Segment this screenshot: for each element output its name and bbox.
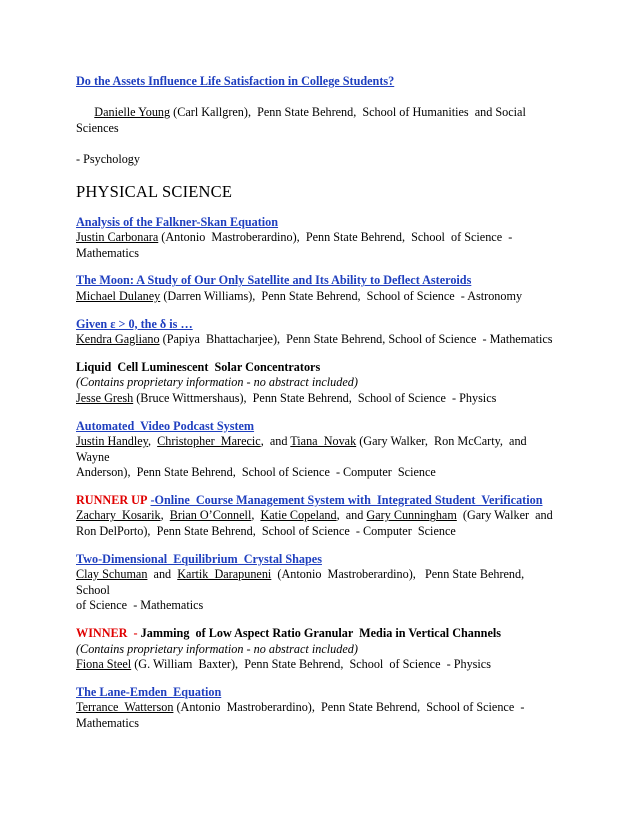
name-separator: and <box>147 567 178 582</box>
author-name: Justin Carbonara <box>76 230 159 245</box>
entry-assets-life-satisfaction <box>76 74 556 168</box>
entry-title-link[interactable]: Automated Video Podcast System <box>76 418 255 433</box>
author-name: Clay Schuman <box>76 567 148 582</box>
entry-solar-concentrators <box>76 360 556 407</box>
author-name: Kartik Darapuneni <box>177 567 272 582</box>
entry-details: (Antonio Mastroberardino), Penn State Behrend, School of Science - <box>158 230 513 245</box>
entry-online-course-management <box>76 493 556 540</box>
name-separator: , <box>160 508 170 523</box>
entry-details: (Antonio Mastroberardino), Penn State Behrend, School of Science - <box>173 700 525 715</box>
entry-title: Liquid Cell Luminescent Solar Concentrators <box>76 359 321 374</box>
entry-moon-study <box>76 273 556 304</box>
name-separator: , and <box>336 508 367 523</box>
entry-title: Jamming of Low Aspect Ratio Granular Media in Vertical Channels <box>137 626 501 641</box>
entry-title-link[interactable]: The Moon: A Study of Our Only Satellite and Its Ability to Deflect Asteroids <box>76 273 472 288</box>
entry-details-cont: of Science - Mathematics <box>76 598 204 613</box>
entry-title-link[interactable]: Given ε > 0, the δ is … <box>76 316 193 331</box>
entry-details: (Darren Williams), Penn State Behrend, School of Science - Astronomy <box>160 288 523 303</box>
author-name: Jesse Gresh <box>76 390 134 405</box>
entry-epsilon-delta <box>76 317 556 348</box>
section-heading: PHYSICAL SCIENCE <box>76 181 233 201</box>
entry-details-cont: Mathematics <box>76 245 139 260</box>
entry-details: (Gary Walker, Ron McCarty, and Wayne <box>76 434 530 464</box>
entry-details-cont: Mathematics <box>76 716 139 730</box>
proprietary-note: (Contains proprietary information - no abstract included) <box>76 641 358 656</box>
author-name: Kendra Gagliano <box>76 332 160 347</box>
proprietary-note: (Contains proprietary information - no abstract included) <box>76 375 358 390</box>
author-name: Christopher Marecic <box>157 434 261 449</box>
author-name: Justin Handley <box>76 434 148 449</box>
author-name: Michael Dulaney <box>76 288 161 303</box>
entry-video-podcast <box>76 419 556 481</box>
entry-details: (Antonio Mastroberardino), Penn State Behrend, School <box>76 567 531 597</box>
author-name: Katie Copeland <box>260 508 337 523</box>
entry-title-link[interactable]: -Online Course Management System with Integrated Student Verification <box>150 492 543 507</box>
entry-title-link[interactable]: Analysis of the Falkner-Skan Equation <box>76 214 279 229</box>
entry-title-link[interactable]: Do the Assets Influence Life Satisfaction in College Students? <box>76 74 395 88</box>
author-name: Danielle Young <box>94 105 171 120</box>
author-name: Zachary Kosarik <box>76 508 161 523</box>
entry-details: (G. William Baxter), Penn State Behrend, School of Science - Physics <box>131 657 491 672</box>
entry-title-link[interactable]: The Lane-Emden Equation <box>76 684 222 699</box>
entry-crystal-shapes <box>76 552 556 614</box>
entry-title-link[interactable]: Two-Dimensional Equilibrium Crystal Shapes <box>76 551 322 566</box>
document-page <box>76 74 556 744</box>
entry-details: (Carl Kallgren), Penn State Behrend, School of Humanities and Social Sciences <box>76 105 529 135</box>
runner-up-label: RUNNER UP <box>76 492 148 507</box>
entry-falkner-skan <box>76 215 556 262</box>
entry-details: (Gary Walker and <box>456 508 553 523</box>
author-name: Brian O’Connell <box>169 508 252 523</box>
entry-details: (Bruce Wittmershaus), Penn State Behrend, School of Science - Physics <box>133 390 497 405</box>
name-separator: , and <box>260 434 291 449</box>
entry-details-cont: Ron DelPorto), Penn State Behrend, School of Science - Computer Science <box>76 524 456 539</box>
entry-details: (Papiya Bhattacharjee), Penn State Behrend, School of Science - Mathematics <box>159 332 553 347</box>
name-separator: , <box>251 508 261 523</box>
author-name: Gary Cunningham <box>366 508 457 523</box>
name-separator: , <box>148 434 158 449</box>
entry-granular-media <box>76 626 556 673</box>
author-name: Fiona Steel <box>76 657 132 672</box>
author-name: Terrance Watterson <box>76 700 174 715</box>
entry-lane-emden <box>76 685 556 732</box>
author-name: Tiana Novak <box>290 434 357 449</box>
entry-details-cont: - Psychology <box>76 151 140 166</box>
entry-details-cont: Anderson), Penn State Behrend, School of Science - Computer Science <box>76 465 436 480</box>
winner-label: WINNER - <box>76 626 138 641</box>
